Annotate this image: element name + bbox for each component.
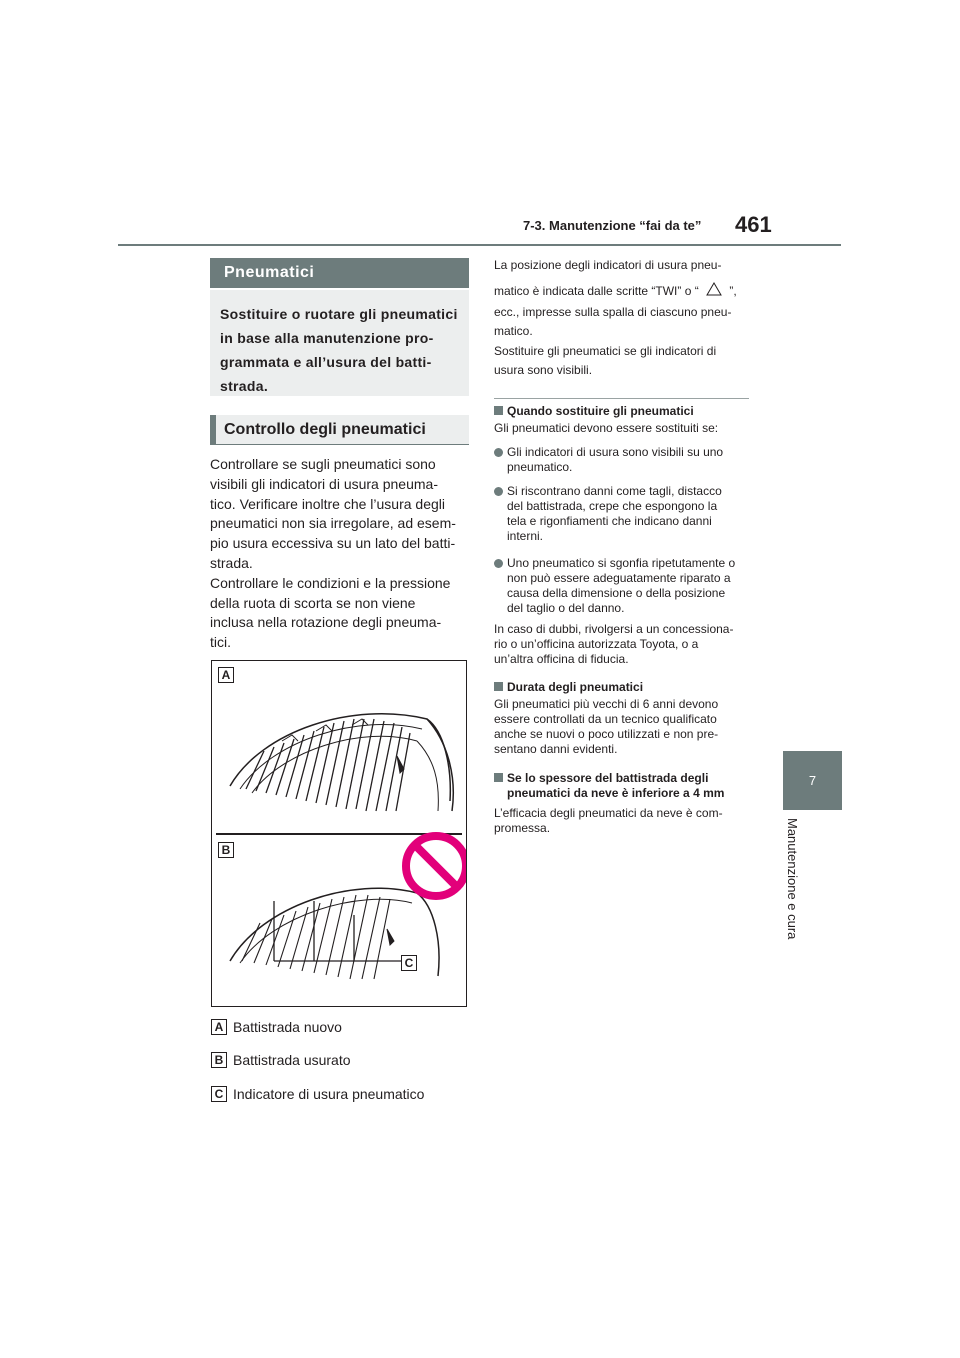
paragraph [494, 697, 752, 757]
header-rule [118, 244, 841, 246]
body-line: visibili gli indicatori di usura pneuma- [210, 475, 438, 492]
intro-line-with-symbol [494, 282, 749, 302]
body-line: tico. Verificare inoltre che l’usura degli [210, 495, 446, 512]
paragraph-line: Gli pneumatici più vecchi di 6 anni devono [494, 697, 719, 711]
section-bar-title: Pneumatici [210, 258, 469, 288]
summary-line: strada. [220, 378, 269, 394]
summary-line: in base alla manutenzione pro- [220, 330, 434, 346]
heading-text: Durata degli pneumatici [507, 680, 644, 694]
paragraph-line: anche se nuovi o poco utilizzati e non pre- [494, 727, 719, 741]
section-title: 7-3. Manutenzione “fai da te” [523, 218, 702, 233]
prohibition-icon [406, 836, 466, 896]
summary-line: Sostituire o ruotare gli pneumatici [220, 306, 458, 322]
chapter-tab: 7 [783, 751, 842, 810]
body-line: pio usura eccessiva su un lato del batti- [210, 535, 456, 552]
bullet-line: Si riscontrano danni come tagli, distacco [507, 484, 722, 498]
intro-line: matico. [494, 324, 533, 338]
legend-key-a: A [211, 1019, 227, 1035]
intro-line: matico è indicata dalle scritte “TWI” o “ [494, 284, 699, 298]
circle-bullet-icon [494, 448, 503, 457]
circle-bullet-icon [494, 559, 503, 568]
paragraph-line: In caso di dubbi, rivolgersi a un concessiona- [494, 622, 734, 636]
intro-line: ”, [729, 284, 737, 298]
bullet-line: Uno pneumatico si sgonfia ripetutamente o [507, 556, 736, 570]
body-text [210, 455, 472, 653]
paragraph-line: L’efficacia degli pneumatici da neve è com- [494, 806, 723, 820]
figure-label-c: C [401, 955, 417, 971]
paragraph-line: essere controllati da un tecnico qualificato [494, 712, 717, 726]
paragraph [494, 806, 752, 836]
body-line: della ruota di scorta se non viene [210, 594, 416, 611]
paragraph-line: promessa. [494, 821, 551, 835]
tire-illustration [212, 661, 466, 1006]
subheading: Controllo degli pneumatici [210, 415, 469, 445]
square-bullet-icon [494, 406, 503, 415]
bullet-line: non può essere adeguatamente riparato a [507, 571, 731, 585]
heading-text: Se lo spessore del battistrada degli [507, 771, 709, 785]
heading-text: Quando sostituire gli pneumatici [507, 404, 694, 418]
heading-snow-tires [494, 771, 749, 801]
bullet-line: tela e rigonfiamenti che indicano danni [507, 514, 712, 528]
paragraph: Gli pneumatici devono essere sostituiti se: [494, 421, 719, 435]
paragraph-line: rio o un’officina autorizzata Toyota, o a [494, 637, 699, 651]
summary-box [210, 290, 469, 396]
square-bullet-icon [494, 773, 503, 782]
paragraph [494, 622, 752, 667]
paragraph-line: un’altra officina di fiducia. [494, 652, 629, 666]
body-line: strada. [210, 554, 253, 571]
legend-key-b: B [211, 1052, 227, 1068]
legend-text-a: Battistrada nuovo [233, 1019, 342, 1035]
bullet-line: pneumatico. [507, 460, 573, 474]
bullet-line: causa della dimensione o della posizione [507, 586, 726, 600]
summary-line: grammata e all’usura del batti- [220, 354, 432, 370]
figure-label-b: B [218, 842, 234, 858]
bullet-line: Gli indicatori di usura sono visibili su uno [507, 445, 724, 459]
body-line: inclusa nella rotazione degli pneuma- [210, 614, 442, 631]
legend-item-b [211, 1052, 351, 1068]
bullet-line: del taglio o del danno. [507, 601, 625, 615]
new-tread-tire [230, 714, 453, 811]
intro-line: ecc., impresse sulla spalla di ciascuno pneu- [494, 305, 732, 319]
legend-text-b: Battistrada usurato [233, 1052, 351, 1068]
triangle-icon [706, 282, 722, 296]
heading-replace-tires [494, 404, 749, 419]
bullet-item [494, 556, 752, 616]
body-line: tici. [210, 634, 231, 651]
circle-bullet-icon [494, 487, 503, 496]
heading-text: pneumatici da neve è inferiore a 4 mm [507, 786, 725, 800]
bullet-line: interni. [507, 529, 544, 543]
body-line: Controllare se sugli pneumatici sono [210, 456, 436, 472]
body-line: Controllare le condizioni e la pressione [210, 574, 451, 591]
worn-tread-tire [230, 888, 439, 979]
bullet-item [494, 484, 752, 544]
square-bullet-icon [494, 682, 503, 691]
intro-line: La posizione degli indicatori di usura pneu- [494, 258, 722, 272]
bullet-line: del battistrada, crepe che espongono la [507, 499, 718, 513]
legend-item-c [211, 1086, 424, 1102]
chapter-label [782, 818, 804, 948]
legend-text-c: Indicatore di usura pneumatico [233, 1086, 425, 1102]
legend-item-a [211, 1019, 342, 1035]
figure-label-a: A [218, 667, 234, 683]
intro-line: Sostituire gli pneumatici se gli indicatori di [494, 344, 717, 358]
legend-key-c: C [211, 1086, 227, 1102]
heading-tire-lifespan [494, 680, 749, 695]
section-separator [494, 398, 749, 399]
paragraph-line: sentano danni evidenti. [494, 742, 618, 756]
chapter-label-text: Manutenzione e cura [785, 818, 800, 940]
body-line: pneumatici non sia irregolare, ad esem- [210, 515, 456, 532]
intro-line: usura sono visibili. [494, 363, 593, 377]
bullet-item [494, 445, 752, 475]
page-number: 461 [735, 212, 772, 237]
